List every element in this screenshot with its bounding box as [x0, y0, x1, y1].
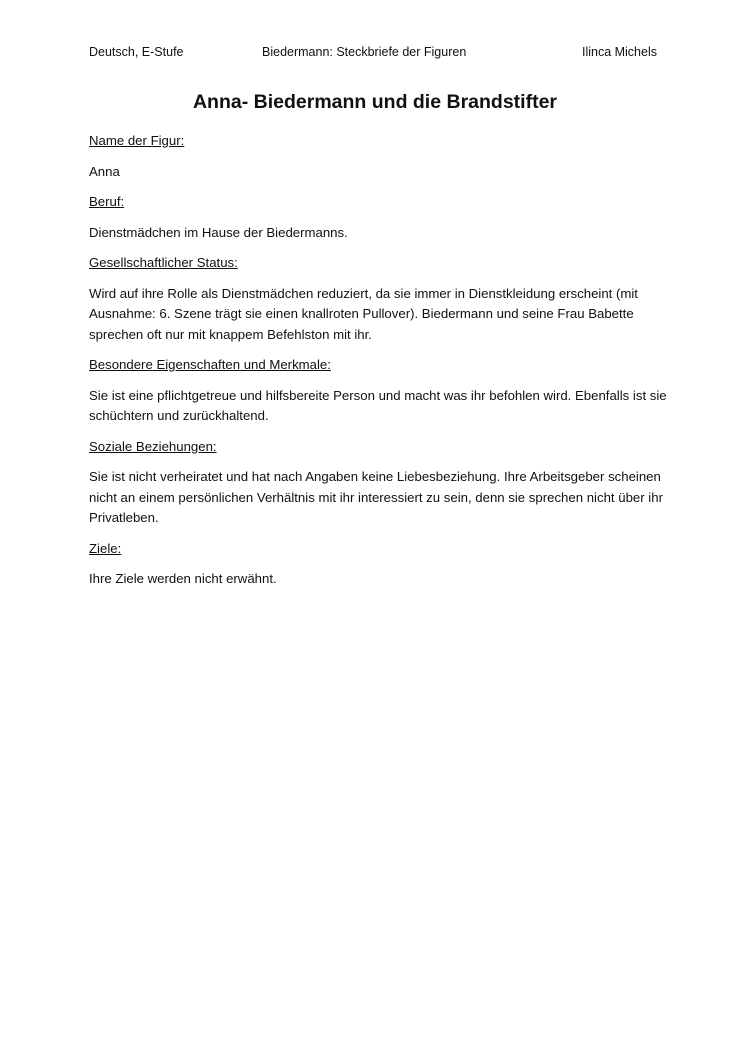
section-heading-goals: Ziele:	[89, 540, 122, 556]
section-heading-relationships: Soziale Beziehungen:	[89, 438, 217, 454]
section-heading-name: Name der Figur:	[89, 133, 185, 148]
section-text-traits: Sie ist eine pflichtgetreue und hilfsbereite Person und macht was ihr befohlen wird. Ebenfalls ist sie schüchtern und zurückhaltend.	[89, 387, 667, 423]
section-heading-profession: Beruf:	[89, 194, 125, 209]
section-text-goals: Ihre Ziele werden nicht erwähnt.	[89, 571, 277, 586]
page-header	[89, 45, 657, 63]
section-heading-traits: Besondere Eigenschaften und Merkmale:	[89, 357, 331, 372]
header-topic: Biedermann: Steckbriefe der Figuren	[262, 45, 467, 59]
document-body	[89, 131, 669, 600]
header-course: Deutsch, E-Stufe	[89, 45, 184, 59]
section-text-status: Wird auf ihre Rolle als Dienstmädchen reduziert, da sie immer in Dienstkleidung erscheint (mit Ausnahme: 6. Szene trägt sie einen knallroten Pullover). Biedermann und seine Frau Babette sprechen oft nur mit knappem Befehlston mit ihr.	[89, 285, 638, 342]
header-author: Ilinca Michels	[581, 45, 657, 59]
page-title: Anna- Biedermann und die Brandstifter	[192, 91, 558, 113]
section-text-relationships: Sie ist nicht verheiratet und hat nach Angaben keine Liebesbeziehung. Ihre Arbeitsgeber scheinen nicht an einem persönlichen Verhältnis mit ihr interessiert zu sein, denn sie sprechen nicht über ihr Privatleben.	[89, 469, 663, 525]
section-text-name: Anna	[89, 163, 120, 179]
section-heading-status: Gesellschaftlicher Status:	[89, 255, 238, 270]
section-text-profession: Dienstmädchen im Hause der Biedermanns.	[89, 224, 348, 240]
